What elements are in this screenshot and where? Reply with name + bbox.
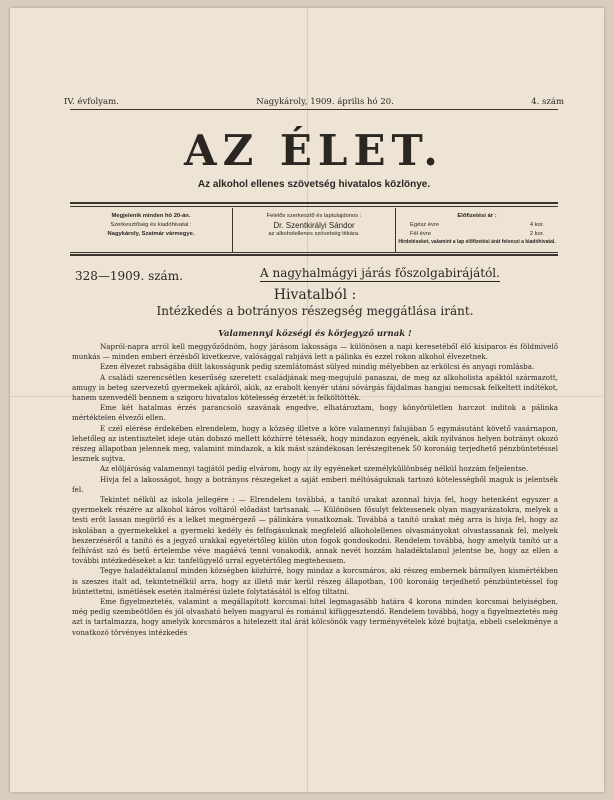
rule-info-top [70,202,558,204]
article-heading: Hivatalból : [273,287,357,303]
rule-info-top2 [70,206,558,207]
info-price-label: Előfizetési ár : [457,213,497,219]
paragraph: Eme két hatalmas érzés parancsoló szavának engedve, elhatároztam, hogy könyörületlen harczot inditok a pálinka mértéktelen élvezői ellen. [72,403,558,423]
rule-top [70,109,558,110]
issue-number: 4. szám [531,97,564,107]
paragraph: Napról-napra arról kell meggyőződnöm, hogy járásom lakossága — különösen a napi keresetéből élő kisiparos és földmivelő munkás — minden emberi érzésből kivetkezve, valósággal rabjává lett a pálinka és ezzel rokon alkohol élvezetnek. [72,342,558,362]
masthead-subtitle: Az alkohol ellenes szövetség hivatalos közlönye. [197,179,431,190]
paragraph: Eme figyelmeztetés, valamint a megállapított korcsmai hitel legmagasább határa 4 korona minden korcsmai helyiségben, még pedig szembeötlően és jól olvasható helyen magyarul és románul kifüggesztendő. Rendelem továbbá, hogy a figyelmeztetés még azt is tartalmazza, hogy amelyik korcsmáros a hitelezett ital árát kölcsönök vagy terményvételek közé bujtatja, ebbeli cselekménye a vonatkozó törvényes intézkedés [72,597,558,637]
article-salutation: Valamennyi községi és körjegyző urnak ! [218,329,412,339]
article-ref: 328—1909. szám. [75,269,183,283]
info-editor-label: Felelős szerkesztő és laptulajdonos : [266,213,362,219]
article-body [72,342,558,638]
volume: IV. évfolyam. [64,97,119,107]
info-editor [232,208,395,252]
paragraph: Tegye haladéktalanul minden községben közhírré, hogy mindaz a korcsmáros, aki részeg embernek bármilyen kismértékben is szeszes italt ad, tekintetnélkül arra, hogy az illető már kerül részeg állapotban, 100 koronáig terjedhető pénzbüntetéssel fog büntettetni, ismétlések esetén italmérési üzlete folytatásától is elfog tiltatni. [72,566,558,596]
info-box [70,208,558,252]
info-office-place: Nagykároly, Szatmár vármegye. [107,231,195,237]
rule-info-bottom2 [70,254,558,256]
paragraph: Ezen élvezet rabságába dült lakosságunk pedig szemlátomást sülyed mindig mélyebben az erkölcsi és anyagi romlásba. [100,362,535,372]
newspaper-page [10,8,604,792]
info-subscription [395,208,558,252]
info-publication [70,208,232,252]
price-row-half: Fél évre 2 kor. [410,231,544,237]
paragraph: Tekintet nélkül az iskola jellegére : — Elrendelem továbbá, a tanító urakat azonnal hivja fel, hogy hetenként egyszer a gyermekek részére az alkohol káros voltáról előadást tartsanak. — Különösen fősulyt fektessenek olyan magyarázatokra, melyek a testi erőt lassan megörlő és a lelket megmérgező — pálinkára vonatkoznak. Továbbá a tanító urakat még arra is hivja fel, hogy az iskolában a gyermekekkel a gyermeki kedély és felfogásuknak megfelelő alkoholellenes olvasmányokat olvastassanak fel, melyek beszerzéséről a tanító és a jegyző urakkal egyetértőleg külön uton fogok gondoskodni. Rendelem továbbá, hogy amelyik tanító ur a felhívást szó és betű értelembe véve magáévá tenni vonakodik, annak nevét hozzám haladéktalanul jelentse be, hogy az ellen a további intézkedéseket a kir. tanfelügyelő urral egyetértőleg megtehessem. [72,495,558,566]
price-row-year: Egész évre 4 kor. [410,222,544,228]
masthead-title: AZ ÉLET. [184,126,444,175]
top-line [64,97,564,107]
rule-info-bottom [70,252,558,253]
place-date: Nagykároly, 1909. április hó 20. [256,97,394,107]
paragraph: Az elöljáróság valamennyi tagjától pedig elvárom, hogy az ily egyéneket személyküllönbség nélkül hozzám feljelentse. [100,464,529,474]
info-editor-name: Dr. Szentkirályi Sándor [273,221,355,230]
article-dept: A nagyhalmágyi járás főszolgabirájától. [260,266,500,280]
info-frequency: Megjelenik minden hó 20-án. [111,213,191,219]
paragraph: Hivja fel a lakosságot, hogy a botrányos részegeket a saját emberi méltóságuknak tartozó kötelességből maguk is jelentsék fel. [72,474,558,494]
info-ads: Hirdetéseket, valamint a lap előfizetési árát felveszi a kiadóhivatal. [398,239,556,245]
info-office-label: Szerkesztőség és kiadóhivatal : [110,222,192,228]
paragraph: A családi szerencsétlen keserűség szeretett családjának meg-megujuló panaszai, de meg az alkoholista apáktól származott, amugy is beteg szervezetű gyermekek ajkáról, akik, az erabolt kenyér utáni sóvárgás fájdalmas hangjai nemcsak felkeltett indítékot, hanem szenvedéll bennem a szigoru hivatalos kötelesség érzetét is felköltötték. [72,372,558,403]
info-editor-role: az alkoholellenes szövetség titkára. [268,231,360,237]
paragraph: E czél elérése érdekében elrendelem, hogy a község illetve a köre valamennyi falujában 5 egymásutánt követő vasárnapon, lehetőleg az istentisztelet ideje után dobszó mellett közhírré tétessék, hogy mindazon egyének, akik nyilvános helyen botrányt okozó részeg állapotban jelennek meg, valamint mindazok, a kik mást szándékosan lerészegitenek 50 koronáig terjedhető pénzbüntetéssel lesznek sujtva. [72,423,558,464]
article-headline: Intézkedés a botrányos részegség meggátlása iránt. [156,304,474,318]
